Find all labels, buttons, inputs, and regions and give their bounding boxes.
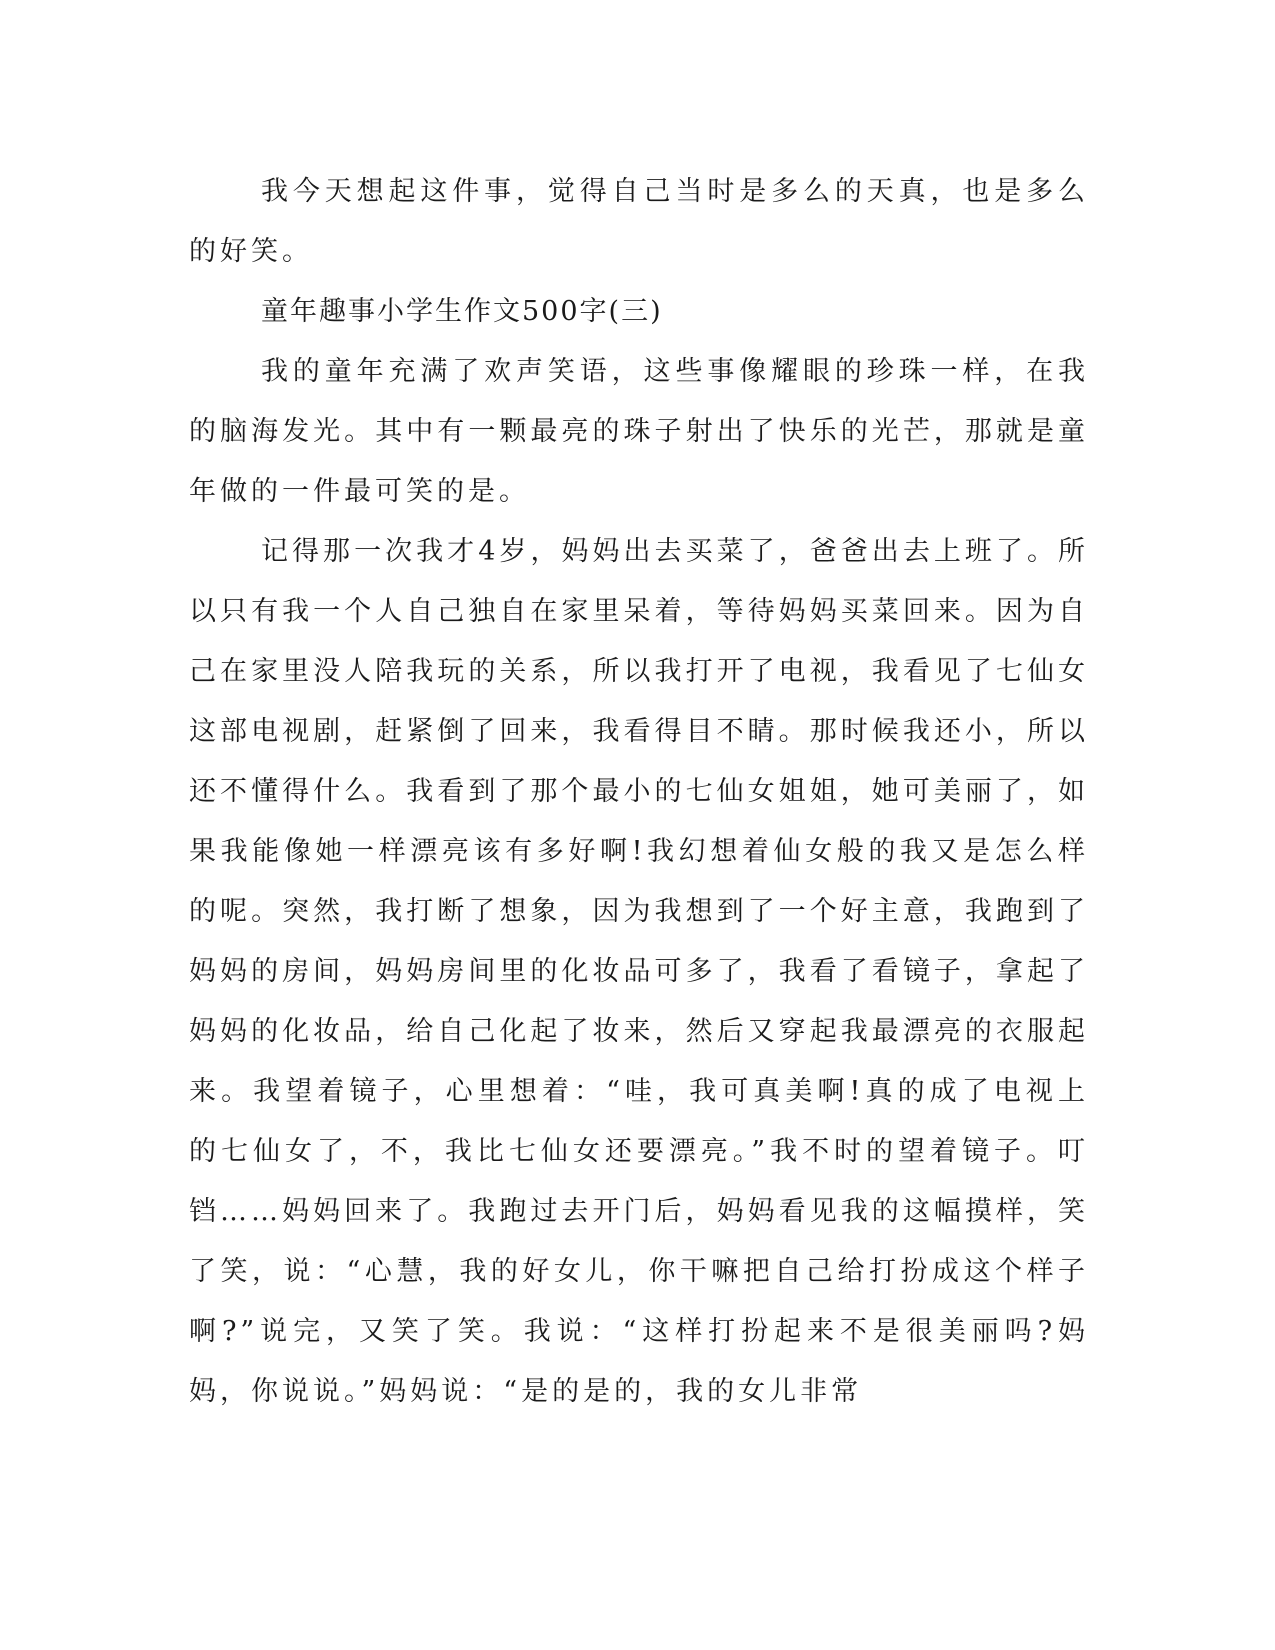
paragraph-intro: 我的童年充满了欢声笑语，这些事像耀眼的珍珠一样，在我的脑海发光。其中有一颗最亮的珠子射出了快乐的光芒，那就是童年做的一件最可笑的是。 xyxy=(189,356,1089,507)
document-body xyxy=(189,162,1089,1422)
paragraph-story: 记得那一次我才4岁，妈妈出去买菜了，爸爸出去上班了。所以只有我一个人自己独自在家里呆着，等待妈妈买菜回来。因为自己在家里没人陪我玩的关系，所以我打开了电视，我看见了七仙女这部电视剧，赶紧倒了回来，我看得目不睛。那时候我还小，所以还不懂得什么。我看到了那个最小的七仙女姐姐，她可美丽了，如果我能像她一样漂亮该有多好啊!我幻想着仙女般的我又是怎么样的呢。突然，我打断了想象，因为我想到了一个好主意，我跑到了妈妈的房间，妈妈房间里的化妆品可多了，我看了看镜子，拿起了妈妈的化妆品，给自己化起了妆来，然后又穿起我最漂亮的衣服起来。我望着镜子，心里想着：“哇，我可真美啊!真的成了电视上的七仙女了，不，我比七仙女还要漂亮。”我不时的望着镜子。叮铛……妈妈回来了。我跑过去开门后，妈妈看见我的这幅摸样，笑了笑，说：“心慧，我的好女儿，你干嘛把自己给打扮成这个样子啊?”说完，又笑了笑。我说：“这样打扮起来不是很美丽吗?妈妈，你说说。”妈妈说：“是的是的，我的女儿非常 xyxy=(189,536,1089,1407)
paragraph-reflection: 我今天想起这件事，觉得自己当时是多么的天真，也是多么的好笑。 xyxy=(189,176,1089,267)
essay-heading: 童年趣事小学生作文500字(三) xyxy=(261,296,663,327)
